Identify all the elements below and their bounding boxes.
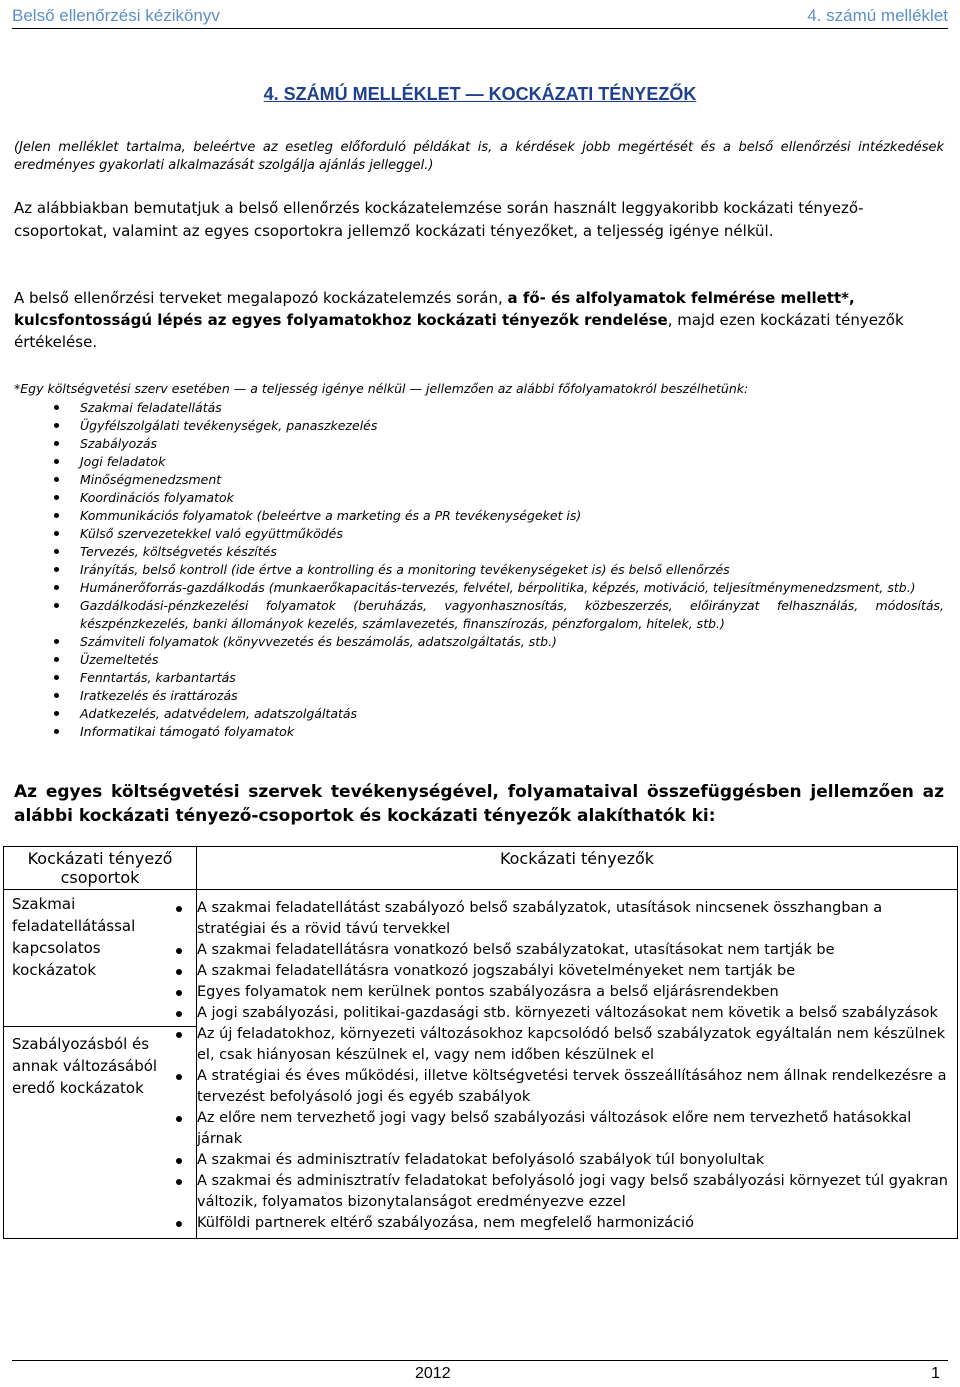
summary-heading: Az egyes költségvetési szervek tevékenységével, folyamataival összefüggésben jellemzően az alábbi kockázati tényező-csoportok és kockázati tényezők alakíthatók ki: [14,782,944,826]
list-item: Ügyfélszolgálati tevékenységek, panaszkezelés [80,417,944,435]
title-text: SZÁMÚ MELLÉKLET — KOCKÁZATI TÉNYEZŐK [283,84,697,104]
footnote-intro: *Egy költségvetési szerv esetében — a teljesség igénye nélkül — jellemzően az alábbi főfolyamatokról beszélhetünk: [14,381,749,396]
risk-table [3,846,958,1239]
paragraph-method [14,287,944,353]
category-2: Szabályozásból és annak változásából eredő kockázatok [4,1026,196,1099]
table-header-row [4,847,958,890]
para2-normal1: A belső ellenőrzési terveket megalapozó kockázatelemzés során, [14,289,508,307]
col-header-factors: Kockázati tényezők [197,847,958,890]
list-item: Az új feladatokhoz, környezeti változásokhoz kapcsolódó belső szabályzatok egyáltalán nem készülnek el, csak hiányosan készülnek el, vagy nem időben készülnek el [197,1024,953,1066]
list-item: Informatikai támogató folyamatok [80,723,944,741]
list-item: Az előre nem tervezhető jogi vagy belső szabályozási változások előre nem tervezhető hatásokkal járnak [197,1108,953,1150]
list-item: Koordinációs folyamatok [80,489,944,507]
page-header [12,0,948,29]
list-item: Szabályozás [80,435,944,453]
list-item: A szakmai feladatellátásra vonatkozó jogszabályi követelményeket nem tartják be [197,961,953,982]
list-item: Tervezés, költségvetés készítés [80,543,944,561]
factor-cell [197,890,958,1239]
list-item: Szakmai feladatellátás [80,399,944,417]
list-item: Számviteli folyamatok (könyvvezetés és beszámolás, adatszolgáltatás, stb.) [80,633,944,651]
footnote-list [14,399,944,741]
list-item: Humánerőforrás-gazdálkodás (munkaerőkapacitás-tervezés, felvétel, bérpolitika, képzés, motiváció, teljesítménymenedzsment, stb.) [80,579,944,597]
header-right: 4. számú melléklet [807,6,948,25]
page-footer [12,1360,948,1387]
list-item: Adatkezelés, adatvédelem, adatszolgáltatás [80,705,944,723]
list-item: Iratkezelés és irattározás [80,687,944,705]
list-item: Kommunikációs folyamatok (beleértve a marketing és a PR tevékenységeket is) [80,507,944,525]
list-item: Minőségmenedzsment [80,471,944,489]
list-item: A stratégiai és éves működési, illetve költségvetési tervek összeállításához nem állnak rendelkezésre a tervezést befolyásoló jogi és egyéb szabályok [197,1066,953,1108]
page-title [0,84,960,105]
list-item: A szakmai és adminisztratív feladatokat befolyásoló jogi vagy belső szabályozási környezet túl gyakran változik, folyamatos bizonytalanságot eredményezve ezzel [197,1171,953,1213]
list-item: A szakmai feladatellátást szabályozó belső szabályzatok, utasítások nincsenek összhangban a stratégiai és a rövid távú tervekkel [197,898,953,940]
header-left: Belső ellenőrzési kézikönyv [12,6,220,25]
list-item: Üzemeltetés [80,651,944,669]
page-number: 1 [931,1365,940,1382]
list-item: Külső szervezetekkel való együttműködés [80,525,944,543]
list-item: A szakmai és adminisztratív feladatokat befolyásoló szabályok túl bonyolultak [197,1150,953,1171]
list-item: Külföldi partnerek eltérő szabályozása, nem megfelelő harmonizáció [197,1213,953,1234]
footnote [14,380,944,741]
paragraph-intro: Az alábbiakban bemutatjuk a belső ellenőrzés kockázatelemzése során használt leggyakoribb kockázati tényező-csoportokat, valamint az egyes csoportokra jellemző kockázati tényezőket, a teljesség igénye nélkül. [14,199,864,240]
col-header-groups: Kockázati tényező csoportok [4,847,197,890]
list-item: A jogi szabályozási, politikai-gazdasági stb. környezeti változásokat nem követik a belső szabályzások [197,1003,953,1024]
category-1: Szakmai feladatellátással kapcsolatos kockázatok [12,895,136,979]
list-item: Irányítás, belső kontroll (ide értve a kontrolling és a monitoring tevékenységeket is) és belső ellenőrzés [80,561,944,579]
footer-year: 2012 [415,1365,451,1382]
para2-normal2: , majd ezen kockázati tényezők értékelése. [14,311,904,351]
title-prefix: 4. [263,84,284,104]
list-item: A szakmai feladatellátásra vonatkozó belső szabályzatokat, utasításokat nem tartják be [197,940,953,961]
list-item: Jogi feladatok [80,453,944,471]
table-row [4,890,958,1239]
list-item: Egyes folyamatok nem kerülnek pontos szabályozásra a belső eljárásrendekben [197,982,953,1003]
list-item: Gazdálkodási-pénzkezelési folyamatok (beruházás, vagyonhasznosítás, közbeszerzés, előirányzat felhasználás, módosítás, készpénzkezelés, banki állományok kezelés, számlavezetés, finanszírozás, pénzforgalom, hitelek, stb.) [80,598,944,631]
para2-bold: a fő- és alfolyamatok felmérése mellett*, kulcsfontosságú lépés az egyes folyamatokhoz kockázati tényezők rendelése [14,289,855,329]
intro-note: (Jelen melléklet tartalma, beleértve az esetleg előforduló példákat is, a kérdések jobb megértését és a belső ellenőrzési intézkedések eredményes gyakorlati alkalmazását szolgálja ajánlás jelleggel.) [14,140,944,173]
list-item: Fenntartás, karbantartás [80,669,944,687]
